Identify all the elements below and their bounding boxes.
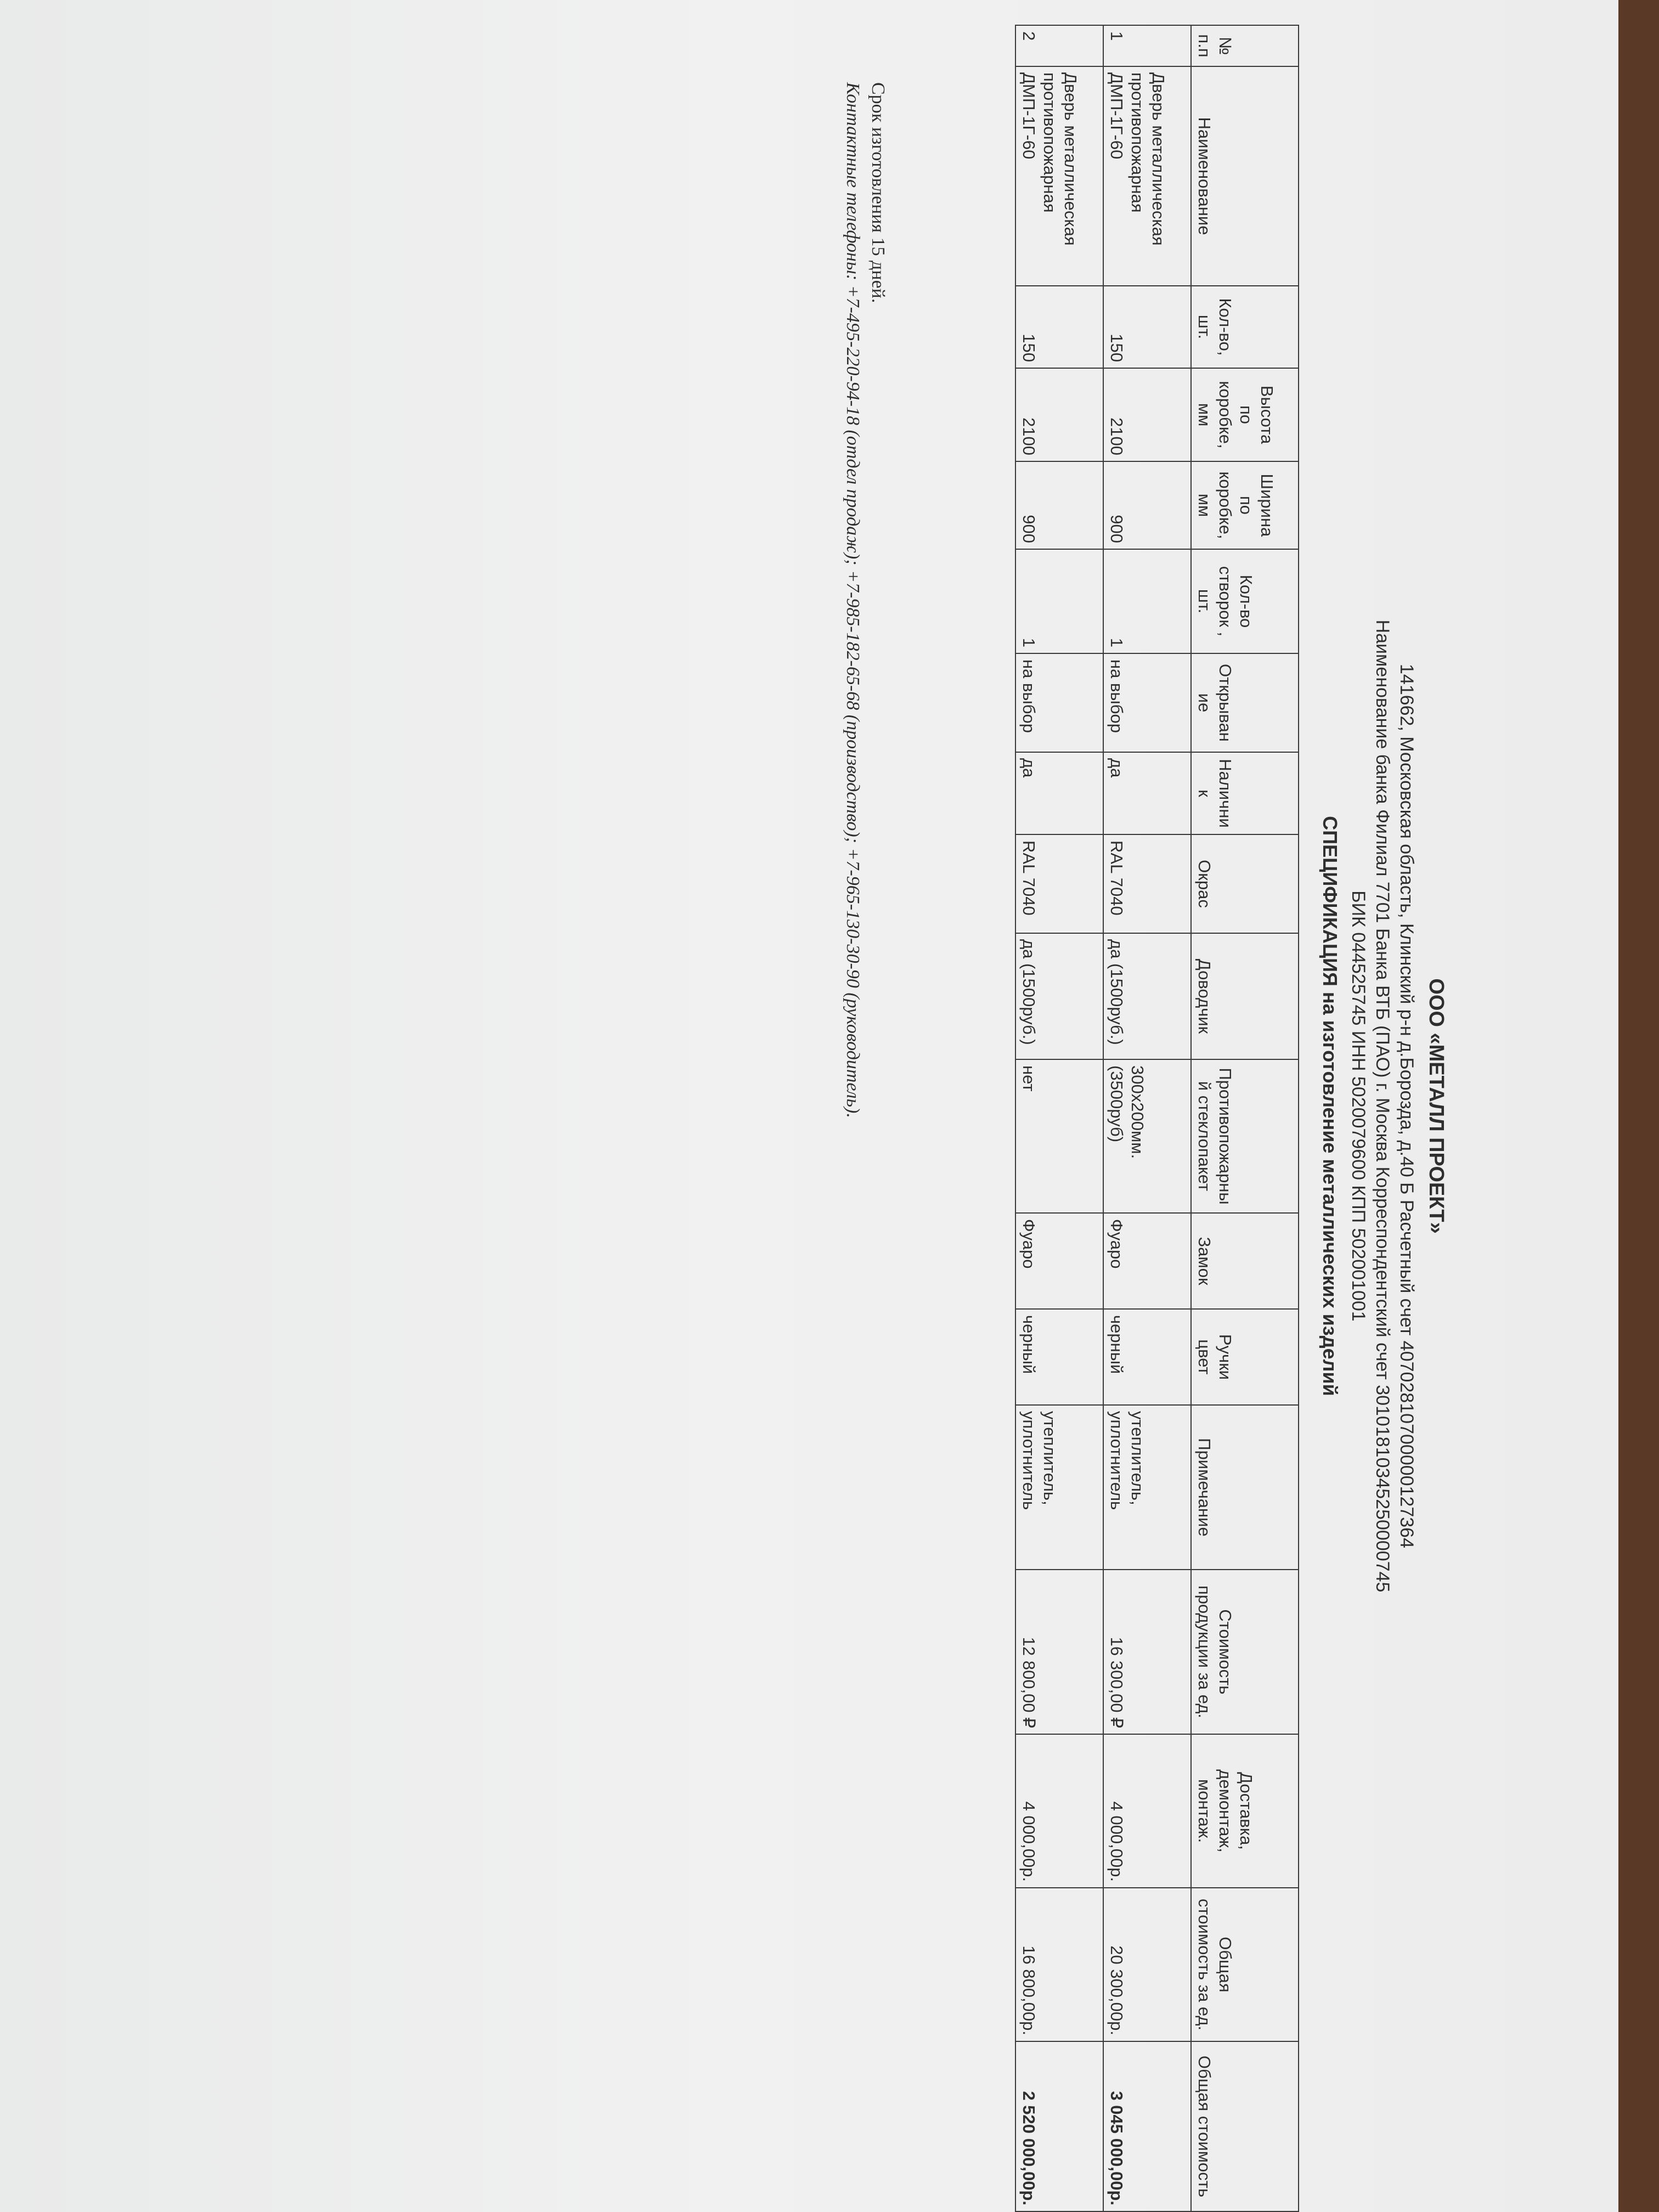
item-width: 900	[1103, 461, 1191, 549]
item-casing: да	[1015, 752, 1103, 834]
header-cell: Примечание	[1191, 1405, 1299, 1570]
item-paint: RAL 7040	[1015, 834, 1103, 933]
item-lock: Фуаро	[1103, 1213, 1191, 1309]
item-handle: черный	[1103, 1309, 1191, 1405]
item-unit-price: 16 300,00 ₽	[1103, 1570, 1191, 1734]
header-cell: Наличник	[1191, 752, 1299, 834]
item-casing: да	[1103, 752, 1191, 834]
item-delivery: 4 000,00р.	[1103, 1734, 1191, 1888]
item-height: 2100	[1015, 368, 1103, 461]
table-row	[1015, 25, 1103, 2211]
item-closer: да (1500руб.)	[1015, 933, 1103, 1059]
item-leaves: 1	[1015, 549, 1103, 653]
item-height: 2100	[1103, 368, 1191, 461]
header-cell: Кол-во створок , шт.	[1191, 549, 1299, 653]
item-glass: 300х200мм. (3500руб)	[1103, 1059, 1191, 1213]
row-number: 2	[1015, 25, 1103, 66]
document-title: СПЕЦИФИКАЦИЯ на изготовление металлических изделий	[1319, 816, 1341, 1396]
item-note: утеплитель, уплотнитель	[1103, 1405, 1191, 1570]
header-cell: Кол-во, шт.	[1191, 286, 1299, 368]
item-name: Дверь металлическая противопожарная ДМП-1Г-60	[1103, 66, 1191, 286]
header-cell: Ширина по коробке, мм	[1191, 461, 1299, 549]
item-delivery: 4 000,00р.	[1015, 1734, 1103, 1888]
header-cell: № п.п	[1191, 25, 1299, 66]
item-opening: на выбор	[1015, 653, 1103, 752]
header-cell: Высота по коробке, мм	[1191, 368, 1299, 461]
header-cell: Наименование	[1191, 66, 1299, 286]
header-cell: Доставка, демонтаж, монтаж.	[1191, 1734, 1299, 1888]
tax-ids: БИК 044525745 ИНН 5020079600 КПП 502001001	[1348, 890, 1369, 1322]
table-row	[1103, 25, 1191, 2211]
header-cell: Окрас	[1191, 834, 1299, 933]
bank-details: Наименование банка Филиал 7701 Банка ВТБ (ПАО) г. Москва Корреспондентский счет 30101810345250000745	[1372, 619, 1393, 1593]
item-unit-total: 20 300,00р.	[1103, 1888, 1191, 2041]
header-cell: Доводчик	[1191, 933, 1299, 1059]
item-glass: нет	[1015, 1059, 1103, 1213]
item-lock: Фуаро	[1015, 1213, 1103, 1309]
item-paint: RAL 7040	[1103, 834, 1191, 933]
item-handle: черный	[1015, 1309, 1103, 1405]
item-width: 900	[1015, 461, 1103, 549]
header-cell: Открывание	[1191, 653, 1299, 752]
specification-table	[1015, 25, 1299, 2212]
production-term: Срок изготовления 15 дней.	[868, 82, 888, 303]
item-name: Дверь металлическая противопожарная ДМП-1Г-60	[1015, 66, 1103, 286]
item-leaves: 1	[1103, 549, 1191, 653]
item-total: 3 045 000,00р.	[1103, 2041, 1191, 2211]
item-opening: на выбор	[1103, 653, 1191, 752]
row-number: 1	[1103, 25, 1191, 66]
item-qty: 150	[1103, 286, 1191, 368]
item-total: 2 520 000,00р.	[1015, 2041, 1103, 2211]
item-note: утеплитель, уплотнитель	[1015, 1405, 1103, 1570]
item-qty: 150	[1015, 286, 1103, 368]
item-closer: да (1500руб.)	[1103, 933, 1191, 1059]
table-header-row	[1191, 25, 1299, 2211]
header-cell: Замок	[1191, 1213, 1299, 1309]
header-cell: Общая стоимость	[1191, 2041, 1299, 2211]
item-unit-total: 16 800,00р.	[1015, 1888, 1103, 2041]
item-unit-price: 12 800,00 ₽	[1015, 1570, 1103, 1734]
header-cell: Противопожарный стеклопакет	[1191, 1059, 1299, 1213]
header-cell: Ручки цвет	[1191, 1309, 1299, 1405]
company-name: ООО «МЕТАЛЛ ПРОЕКТ»	[1425, 978, 1448, 1234]
company-address: 141662, Московская область, Клинский р-н д.Борозда, д.40 Б Расчетный счет 40702810700000127364	[1396, 664, 1417, 1548]
contact-phones: Контактные телефоны: +7-495-220-94-18 (отдел продаж); +7-985-182-65-68 (производство); +7-965-130-30-90 (руководитель).	[843, 82, 863, 1118]
header-cell: Общая стоимость за ед.	[1191, 1888, 1299, 2041]
header-cell: Стоимость продукции за ед.	[1191, 1570, 1299, 1734]
